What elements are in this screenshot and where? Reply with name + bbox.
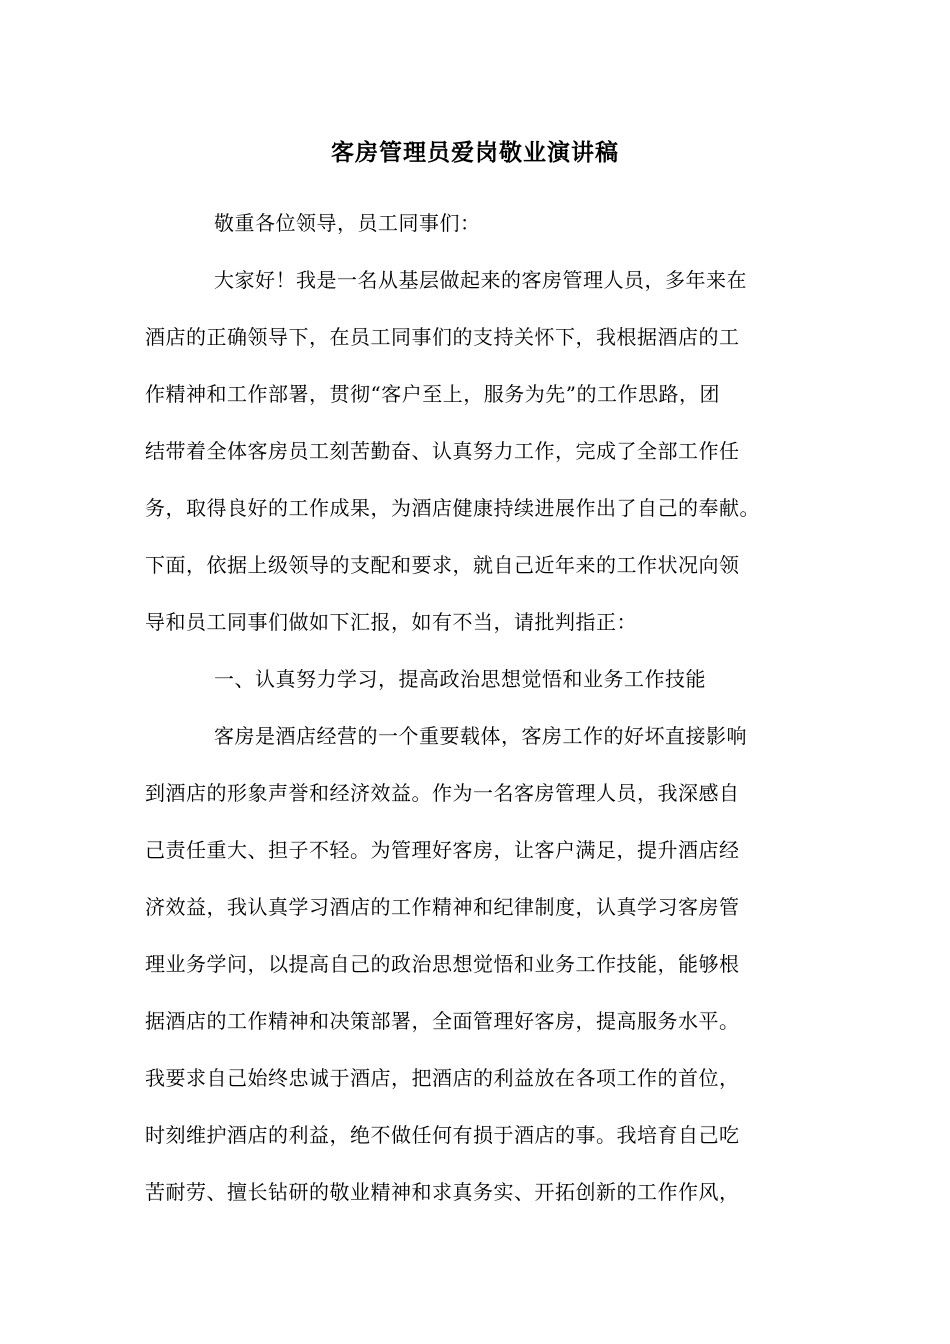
paragraph-line: 到酒店的形象声誉和经济效益。作为一名客房管理人员，我深感自: [145, 781, 740, 805]
paragraph-line: 务，取得良好的工作成果，为酒店健康持续进展作出了自己的奉献。: [145, 496, 760, 520]
paragraph-line: 时刻维护酒店的利益，绝不做任何有损于酒店的事。我培育自己吃: [145, 1123, 740, 1147]
paragraph-line: 酒店的正确领导下，在员工同事们的支持关怀下，我根据酒店的工: [145, 325, 740, 349]
paragraph-line: 下面，依据上级领导的支配和要求，就自己近年来的工作状况向领: [145, 553, 740, 577]
salutation-line: 敬重各位领导，员工同事们：: [214, 211, 481, 235]
paragraph-line: 我要求自己始终忠诚于酒店，把酒店的利益放在各项工作的首位，: [145, 1066, 740, 1090]
paragraph-line: 据酒店的工作精神和决策部署，全面管理好客房，提高服务水平。: [145, 1009, 740, 1033]
paragraph-line: 己责任重大、担子不轻。为管理好客房，让客户满足，提升酒店经: [145, 838, 740, 862]
paragraph-line: 作精神和工作部署，贯彻“客户至上，服务为先”的工作思路，团: [145, 382, 720, 406]
paragraph-line: 导和员工同事们做如下汇报，如有不当，请批判指正：: [145, 610, 637, 634]
paragraph-line: 大家好！我是一名从基层做起来的客房管理人员，多年来在: [214, 268, 747, 292]
section-heading: 一、认真努力学习，提高政治思想觉悟和业务工作技能: [214, 667, 706, 691]
paragraph-line: 理业务学问，以提高自己的政治思想觉悟和业务工作技能，能够根: [145, 952, 740, 976]
paragraph-line: 苦耐劳、擅长钻研的敬业精神和求真务实、开拓创新的工作作风，: [145, 1180, 740, 1204]
paragraph-line: 济效益，我认真学习酒店的工作精神和纪律制度，认真学习客房管: [145, 895, 740, 919]
document-title: 客房管理员爱岗敬业演讲稿: [331, 139, 619, 166]
paragraph-line: 结带着全体客房员工刻苦勤奋、认真努力工作，完成了全部工作任: [145, 439, 740, 463]
paragraph-line: 客房是酒店经营的一个重要载体，客房工作的好坏直接影响: [214, 724, 747, 748]
